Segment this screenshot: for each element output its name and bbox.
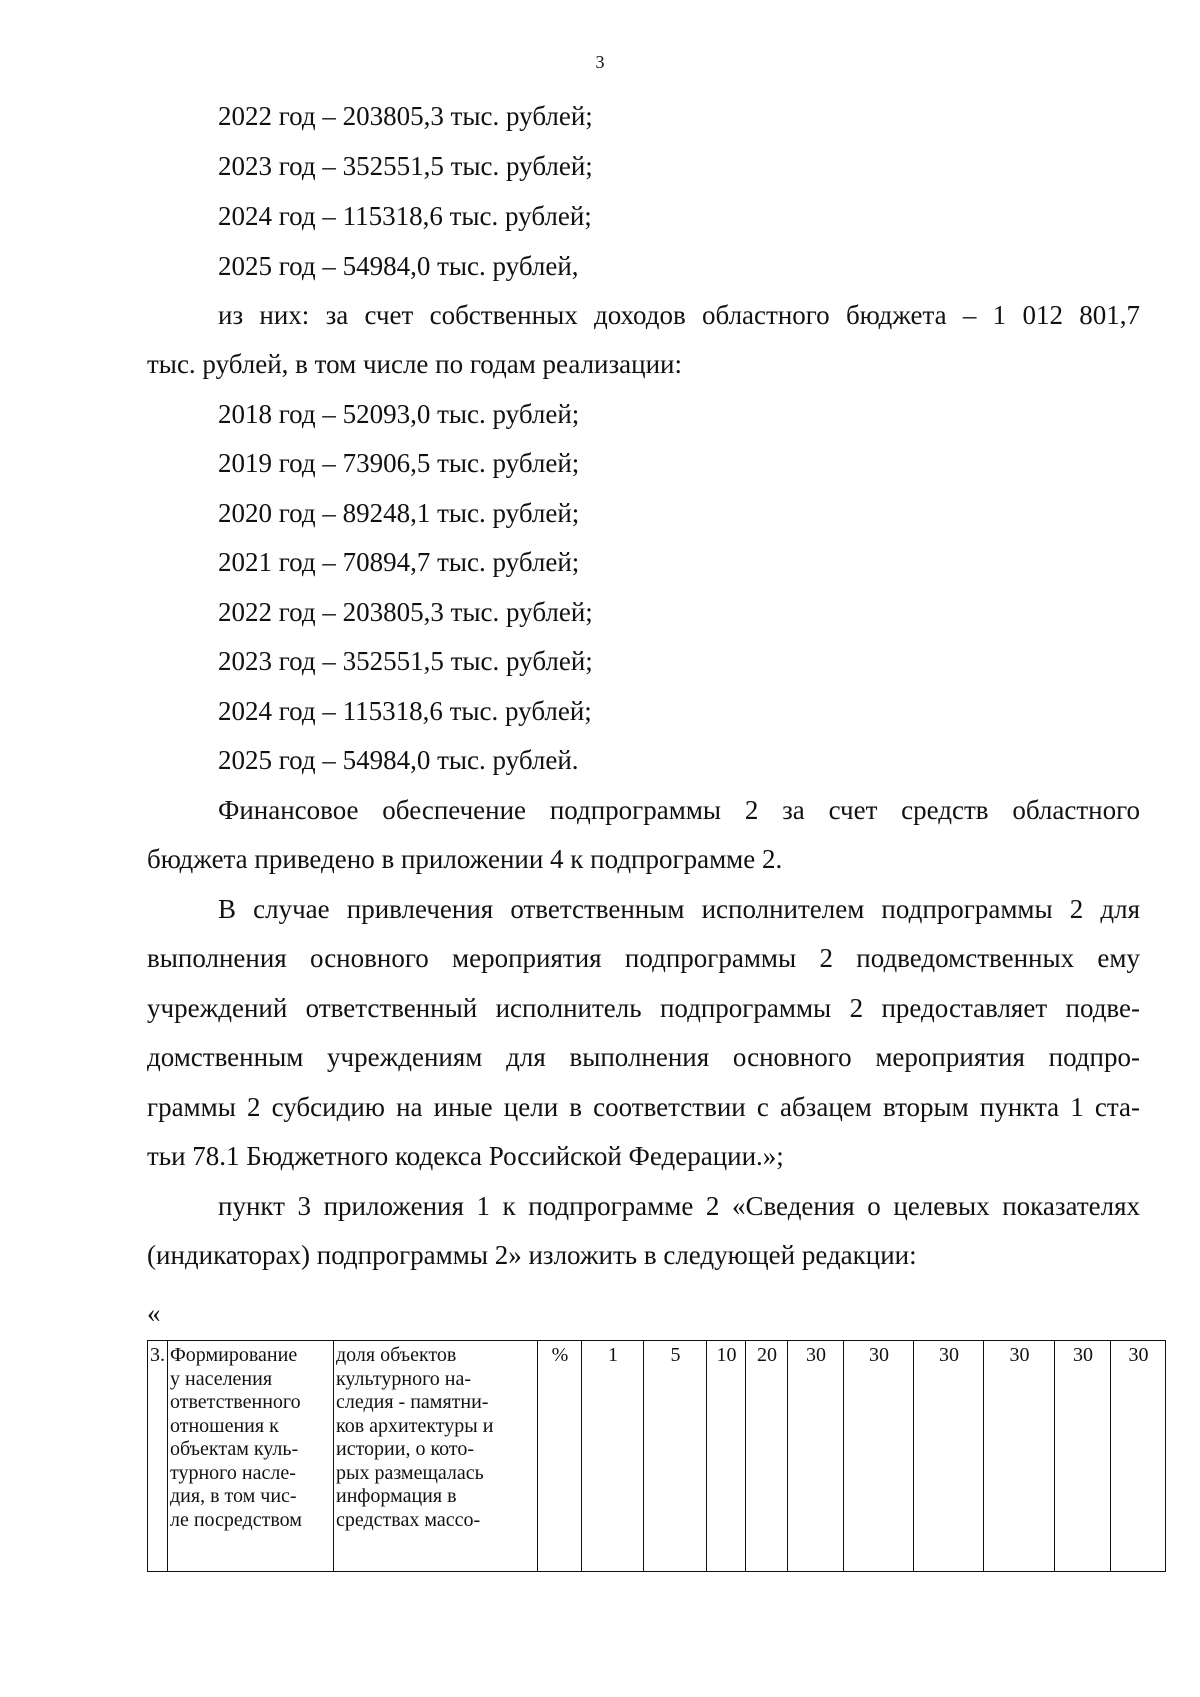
opening-quote: « bbox=[147, 1298, 161, 1328]
description-line: истории, о кото- bbox=[336, 1438, 475, 1460]
value-cell-10: 30 bbox=[1111, 1341, 1166, 1572]
own-budget-line-2018: 2018 год – 52093,0 тыс. рублей; bbox=[218, 399, 580, 429]
description-line: культурного на- bbox=[336, 1367, 472, 1390]
subsidy-line-5: граммы 2 субсидию на иные цели в соответствии с абзацем вторым пункта 1 ста- bbox=[147, 1092, 1140, 1122]
budget-line-2024: 2024 год – 115318,6 тыс. рублей; bbox=[218, 201, 592, 231]
value-cell-4: 20 bbox=[746, 1341, 788, 1572]
value-cell-5: 30 bbox=[788, 1341, 844, 1572]
budget-line-2022: 2022 год – 203805,3 тыс. рублей; bbox=[218, 101, 593, 131]
description-line: следия - памятни- bbox=[336, 1391, 489, 1413]
budget-line-2025: 2025 год – 54984,0 тыс. рублей, bbox=[218, 251, 579, 281]
value-cell-3: 10 bbox=[707, 1341, 746, 1572]
indicators-table bbox=[147, 1340, 1166, 1572]
name-line: отношения к bbox=[170, 1414, 279, 1437]
name-line: ле посредством bbox=[170, 1508, 302, 1531]
name-line: ответственного bbox=[170, 1391, 301, 1413]
financing-line-2: бюджета приведено в приложении 4 к подпрограмме 2. bbox=[147, 844, 783, 874]
name-line: дия, в том чис- bbox=[170, 1485, 297, 1507]
own-income-line-1: из них: за счет собственных доходов областного бюджета – 1 012 801,7 bbox=[218, 300, 1140, 330]
own-budget-line-2024: 2024 год – 115318,6 тыс. рублей; bbox=[218, 696, 592, 726]
name-line: Формирование bbox=[170, 1344, 298, 1366]
description-line: информация в bbox=[336, 1485, 457, 1507]
own-budget-line-2020: 2020 год – 89248,1 тыс. рублей; bbox=[218, 498, 580, 528]
value-cell-9: 30 bbox=[1055, 1341, 1111, 1572]
own-budget-line-2023: 2023 год – 352551,5 тыс. рублей; bbox=[218, 646, 593, 676]
table-row bbox=[148, 1341, 1166, 1572]
subsidy-line-6: тьи 78.1 Бюджетного кодекса Российской Федерации.»; bbox=[147, 1141, 784, 1171]
value-cell-8: 30 bbox=[984, 1341, 1055, 1572]
amendment-line-1: пункт 3 приложения 1 к подпрограмме 2 «Сведения о целевых показателях bbox=[218, 1191, 1140, 1221]
value-cell-1: 1 bbox=[582, 1341, 644, 1572]
subsidy-line-2: выполнения основного мероприятия подпрограммы 2 подведомственных ему bbox=[147, 943, 1140, 973]
own-budget-line-2022: 2022 год – 203805,3 тыс. рублей; bbox=[218, 597, 593, 627]
name-line: у населения bbox=[170, 1367, 273, 1390]
indicator-description-cell bbox=[334, 1341, 538, 1572]
description-line: доля объектов bbox=[336, 1344, 457, 1366]
description-line: рых размещалась bbox=[336, 1461, 484, 1484]
financing-line-1: Финансовое обеспечение подпрограммы 2 за счет средств областного bbox=[218, 795, 1140, 825]
indicator-name-cell bbox=[168, 1341, 334, 1572]
unit-cell: % bbox=[538, 1341, 582, 1572]
subsidy-line-3: учреждений ответственный исполнитель подпрограммы 2 предоставляет подве- bbox=[147, 993, 1140, 1023]
description-line: средствах массо- bbox=[336, 1508, 481, 1531]
name-line: объектам куль- bbox=[170, 1438, 299, 1460]
own-budget-line-2025: 2025 год – 54984,0 тыс. рублей. bbox=[218, 745, 579, 775]
own-income-line-2: тыс. рублей, в том числе по годам реализации: bbox=[147, 349, 683, 379]
amendment-line-2: (индикаторах) подпрограммы 2» изложить в следующей редакции: bbox=[147, 1240, 917, 1270]
own-budget-line-2021: 2021 год – 70894,7 тыс. рублей; bbox=[218, 547, 580, 577]
name-line: турного насле- bbox=[170, 1461, 296, 1484]
description-line: ков архитектуры и bbox=[336, 1414, 494, 1437]
budget-line-2023: 2023 год – 352551,5 тыс. рублей; bbox=[218, 151, 593, 181]
subsidy-line-1: В случае привлечения ответственным исполнителем подпрограммы 2 для bbox=[218, 894, 1140, 924]
own-budget-line-2019: 2019 год – 73906,5 тыс. рублей; bbox=[218, 448, 580, 478]
subsidy-line-4: домственным учреждениям для выполнения основного мероприятия подпро- bbox=[147, 1042, 1140, 1072]
value-cell-7: 30 bbox=[914, 1341, 984, 1572]
page-number: 3 bbox=[595, 52, 605, 72]
value-cell-2: 5 bbox=[644, 1341, 707, 1572]
value-cell-6: 30 bbox=[844, 1341, 914, 1572]
row-number-cell: 3. bbox=[148, 1341, 168, 1572]
